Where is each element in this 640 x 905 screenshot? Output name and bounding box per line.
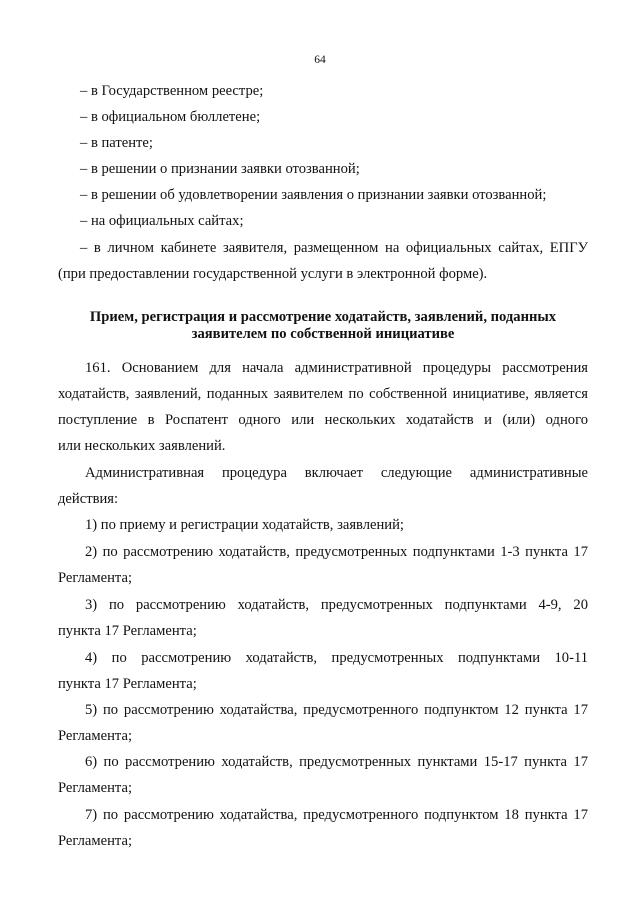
paragraph-line: или нескольких заявлений. [58,438,226,454]
list-item: – в решении о признании заявки отозванной; [80,161,360,177]
action-item: 1) по приему и регистрации ходатайств, заявлений; [85,517,404,533]
list-item: – в патенте; [80,135,153,151]
list-item: – в официальном бюллетене; [80,109,261,125]
action-item-continuation: Регламента; [58,833,133,849]
action-item: 5) по рассмотрению ходатайства, предусмотренного подпунктом 12 пункта 17 [85,702,588,718]
section-heading-line: заявителем по собственной инициативе [191,326,455,342]
action-item: 7) по рассмотрению ходатайства, предусмотренного подпунктом 18 пункта 17 [85,807,588,823]
action-item-continuation: Регламента; [58,728,133,744]
action-item-continuation: пункта 17 Регламента; [58,676,197,692]
page-number: 64 [314,54,326,66]
action-item: 3) по рассмотрению ходатайств, предусмотренных подпунктами 4-9, 20 [85,597,588,613]
list-item-continuation: (при предоставлении государственной услуги в электронной форме). [58,266,488,282]
paragraph-line: ходатайств, заявлений, поданных заявителем по собственной инициативе, является [58,386,588,402]
paragraph-line: действия: [58,491,119,507]
action-item-continuation: Регламента; [58,780,133,796]
paragraph-line: 161. Основанием для начала административной процедуры рассмотрения [85,360,588,376]
list-item: – в личном кабинете заявителя, размещенном на официальных сайтах, ЕПГУ [80,240,588,256]
action-item-continuation: пункта 17 Регламента; [58,623,197,639]
list-item: – на официальных сайтах; [80,213,244,229]
action-item: 2) по рассмотрению ходатайств, предусмотренных подпунктами 1-3 пункта 17 [85,544,588,560]
section-heading-line: Прием, регистрация и рассмотрение ходатайств, заявлений, поданных [89,309,557,325]
action-item-continuation: Регламента; [58,570,133,586]
paragraph-line: Административная процедура включает следующие административные [85,465,588,481]
action-item: 6) по рассмотрению ходатайств, предусмотренных пунктами 15-17 пункта 17 [85,754,588,770]
list-item: – в Государственном реестре; [80,83,264,99]
paragraph-line: поступление в Роспатент одного или нескольких ходатайств и (или) одного [58,412,588,428]
list-item: – в решении об удовлетворении заявления о признании заявки отозванной; [80,187,547,203]
action-item: 4) по рассмотрению ходатайств, предусмотренных подпунктами 10-11 [85,650,588,666]
